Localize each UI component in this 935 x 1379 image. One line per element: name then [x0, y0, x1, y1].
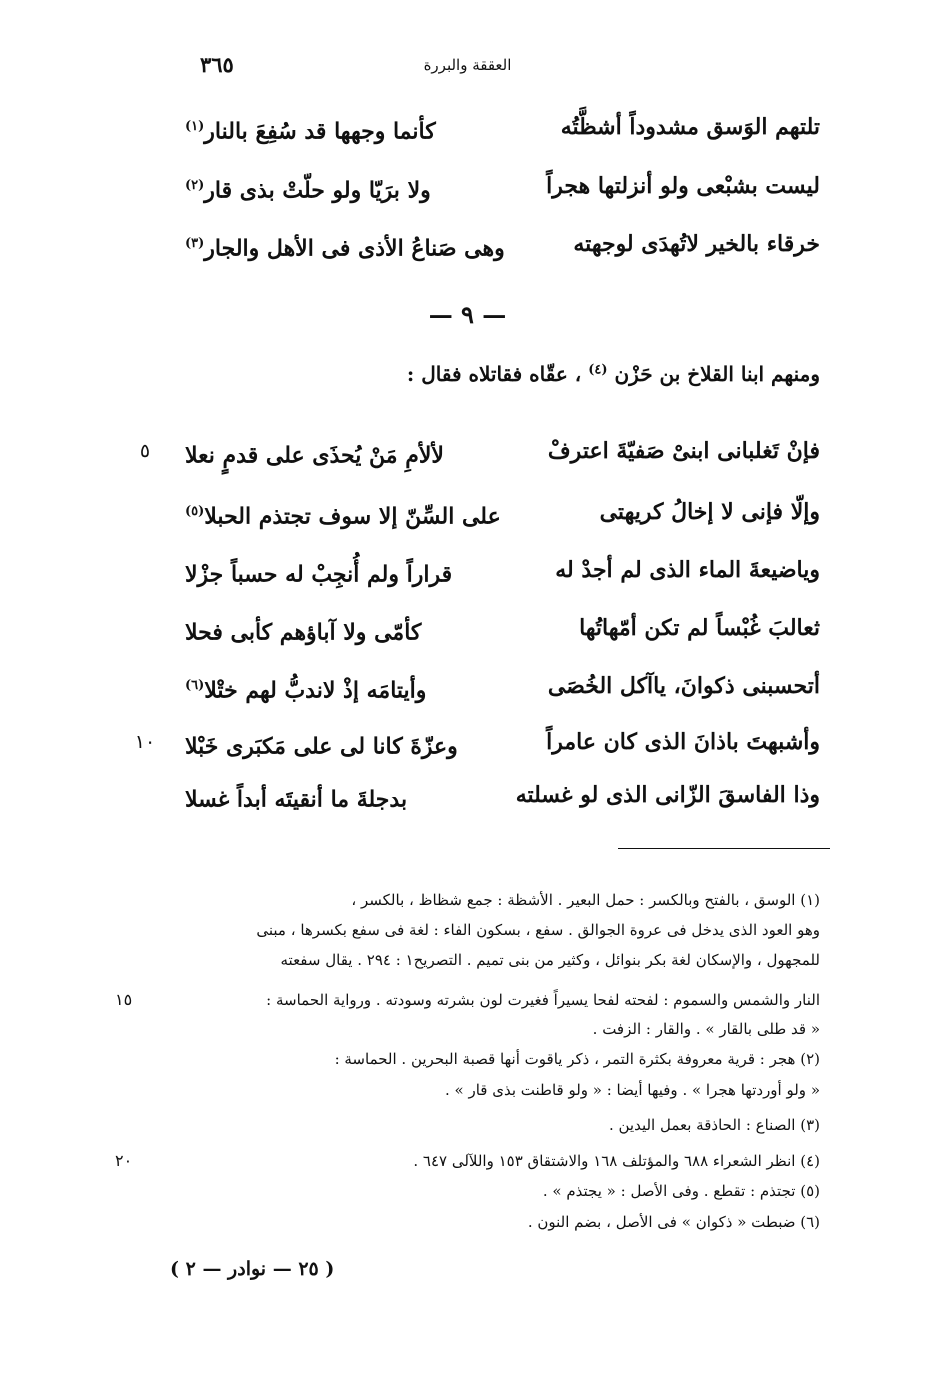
footnote-line: (٦) ضبطت « ذكوان » فى الأصل ، بضم النون .: [527, 1213, 820, 1231]
footnote-line: للمجهول ، والإسكان لغة بكر بنوائل ، وكثير من بنى تميم . التصريح١ : ٢٩٤ . يقال سفعته: [280, 951, 820, 969]
footnote-line: (٣) الصناع : الحاذقة بعمل اليدين .: [608, 1116, 820, 1134]
verse-second-hemistich: وعزّةَ كانا لى على مَكبَرى خَبْلا: [185, 733, 458, 760]
footnote-line: « قد طلى بالقار » . والقار : الزفت .: [592, 1020, 820, 1038]
verse-line: [134, 718, 820, 766]
page-header: [0, 52, 935, 82]
footnote-ref: (٦): [185, 678, 205, 693]
footnote-line: « ولو أوردتها هجرا » . وفيها أيضا : « ولو قاطنت بذى قار » .: [444, 1081, 820, 1099]
line-number: ٥: [139, 440, 151, 462]
verse-line: [185, 546, 820, 594]
footnote-ref: (١): [185, 119, 205, 134]
footnote-ref: (٣): [185, 236, 205, 251]
verse-second-hemistich: لألأمِ مَنْ يُحذَى على قدمٍ نعلا: [185, 442, 444, 469]
verse-first-hemistich: وذا الفاسقَ الزّانى الذى لو غسلته: [515, 782, 820, 808]
verse-first-hemistich: أتحسبنى ذكوانَ، ياآكل الخُصَى: [547, 673, 820, 699]
verse-second-hemistich: وأيتامَه إذْ لاندبُّ لهم ختْلا$^{(٦)}$: [185, 677, 427, 704]
verse-line: [185, 604, 820, 652]
line-number: ١٥: [115, 990, 133, 1009]
verse-line: [185, 162, 820, 210]
footnote-line: (٥) تجتذم : تقطع . وفى الأصل : « يجتذم » .: [542, 1182, 820, 1200]
verse-second-hemistich: كأمّى ولا آباؤهم كأبى فحلا: [185, 619, 422, 646]
footnote-line: النار والشمس والسموم : لفحته لفحا يسيراً فغيرت لون بشرته وسودته . ورواية الحماسة :: [266, 991, 820, 1009]
page-number: ٣٦٥: [200, 52, 234, 77]
verse-line: [139, 427, 820, 475]
footnote-line: وهو العود الذى يدخل فى عروة الجوالق . سفع ، بسكون الفاء : لغة فى سفع بكسرها ، مبنى: [256, 921, 820, 939]
verse-second-hemistich: ولا برَيّا ولو حلّتْ بذى قار$^{(٢)}$: [185, 177, 431, 204]
verse-line: [185, 103, 820, 151]
verse-line: [185, 220, 820, 268]
line-number: ٢٠: [115, 1151, 133, 1170]
footnote-line: (١) الوسق ، بالفتح وبالكسر : حمل البعير . الأشظة : جمع شظاظ ، بالكسر ،: [351, 891, 820, 909]
verse-first-hemistich: وياضيعةَ الماء الذى لم أجدْ له: [555, 557, 820, 583]
verse-second-hemistich: بدجلةَ ما أنقيتَه أبداً غسلا: [185, 786, 408, 813]
section-intro: ومنهم ابنا القلاخ بن حَزْن $^{(٤)}$ ، عقّاه فقاتلاه فقال :: [406, 362, 820, 386]
verse-first-hemistich: فإنْ تَغلبانى ابنىْ صَفيّةَ اعترفْ: [547, 438, 820, 464]
footnote-separator: [618, 848, 830, 849]
footnote-ref: (٤): [588, 362, 608, 378]
verse-line: [185, 488, 820, 536]
verse-line: [185, 771, 820, 819]
verse-second-hemistich: وهى صَناعُ الأذى فى الأهل والجار$^{(٣)}$: [185, 235, 505, 262]
verse-second-hemistich: كأنما وجهها قد سُفِعَ بالنار$^{(١)}$: [185, 118, 436, 145]
section-number: — ٩ —: [428, 300, 507, 329]
verse-second-hemistich: قراراً ولم أُنجِبْ له حسباً جزْلا: [185, 561, 453, 588]
verse-line: [185, 662, 820, 710]
footnote-ref: (٢): [185, 178, 205, 193]
verse-second-hemistich: على السِّنّ إلا سوف تجتذم الحبلا$^{(٥)}$: [185, 503, 501, 530]
verse-first-hemistich: ليست بشبْعى ولو أنزلتها هجراً: [546, 173, 820, 199]
verse-first-hemistich: وإلّا فإنى لا إخالُ كريهتى: [599, 499, 820, 525]
line-number: ١٠: [134, 731, 156, 753]
running-title: العققة والبررة: [423, 56, 512, 74]
footnote-ref: (٥): [185, 504, 205, 519]
footnote-line: (٢) هجر : قرية معروفة بكثرة التمر ، ذكر ياقوت أنها قصبة البحرين . الحماسة :: [334, 1050, 820, 1068]
verse-first-hemistich: ثعالبَ غُبْساً لم تكن أمّهاتُها: [579, 615, 820, 641]
verse-first-hemistich: خرقاء بالخير لاتُهدَى لوجهته: [573, 231, 820, 257]
verse-first-hemistich: وأشبهتَ باذانَ الذى كان عامراً: [546, 729, 820, 755]
verse-first-hemistich: تلتهم الوَسق مشدوداً أشظَّتُه: [560, 114, 820, 140]
signature-mark: ( ٢٥ — نوادر — ٢ ): [170, 1258, 335, 1280]
footnote-line: (٤) انظر الشعراء ٦٨٨ والمؤتلف ١٦٨ والاشتقاق ١٥٣ واللآلى ٦٤٧ .: [413, 1152, 820, 1170]
